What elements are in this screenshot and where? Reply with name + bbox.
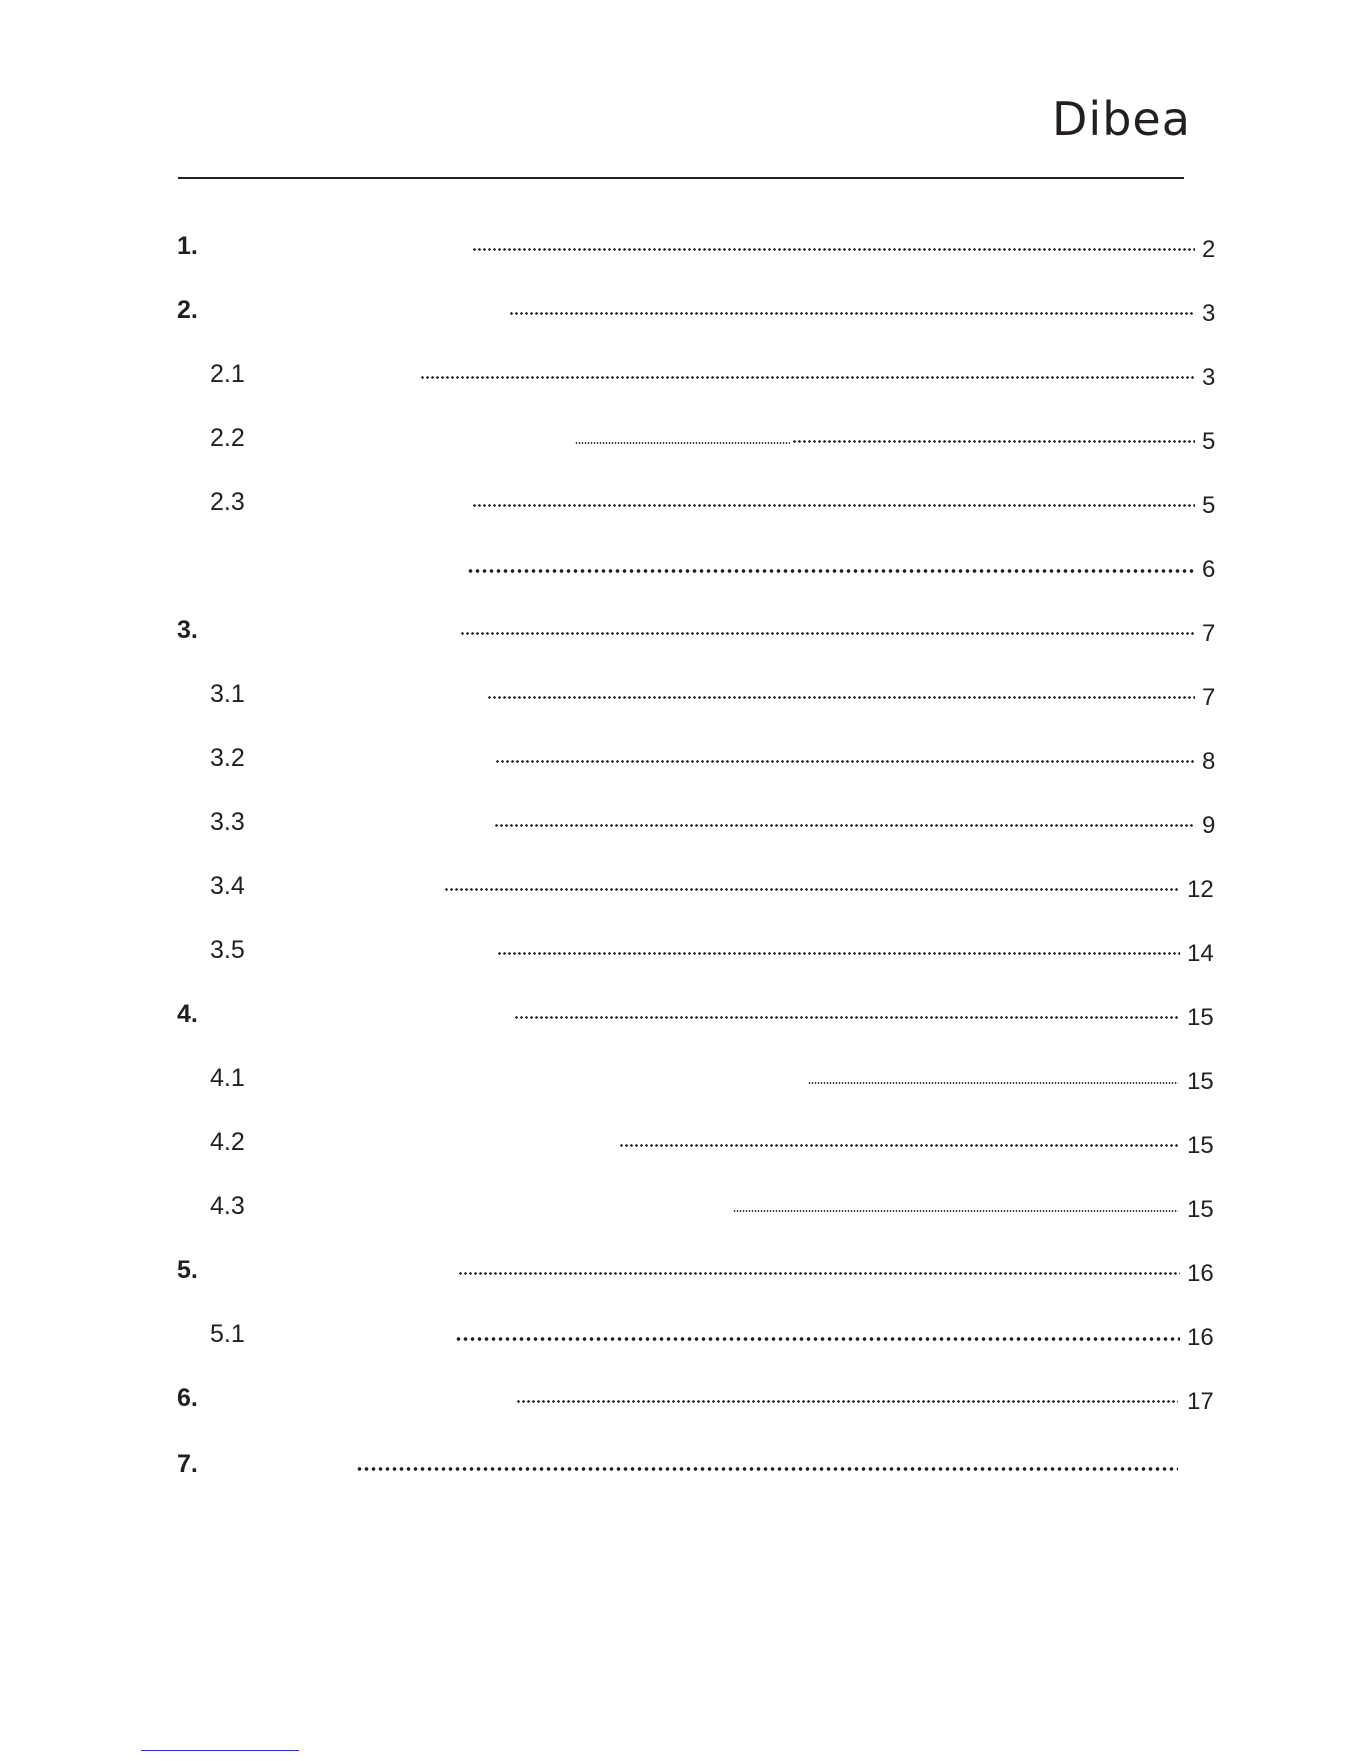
toc-dot-leader: [455, 1337, 1180, 1341]
toc-page-number: 12: [1187, 876, 1214, 903]
toc-entry[interactable]: [0, 802, 1361, 842]
toc-page-number: 3: [1202, 300, 1216, 327]
toc-entry[interactable]: [0, 930, 1361, 970]
toc-entry[interactable]: [0, 482, 1361, 522]
toc-entry[interactable]: [0, 1186, 1361, 1226]
toc-dot-leader: [509, 312, 1195, 315]
toc-entry-number: 4.: [177, 1000, 198, 1028]
toc-dot-leader: [467, 569, 1195, 573]
toc-dot-leader: [808, 1082, 1178, 1084]
toc-entry[interactable]: [0, 994, 1361, 1034]
dibea-logo: Dibea: [1052, 92, 1191, 146]
toc-page-number: 14: [1187, 940, 1214, 967]
toc-entry[interactable]: [0, 610, 1361, 650]
toc-entry-number: 1.: [177, 232, 198, 260]
toc-entry[interactable]: [0, 1444, 1361, 1484]
toc-dot-leader: [472, 504, 1195, 507]
toc-entry[interactable]: [0, 226, 1361, 266]
toc-entry-number: 2.: [177, 296, 198, 324]
toc-dot-leader: [733, 1210, 1178, 1212]
toc-dot-leader: [487, 696, 1195, 699]
toc-page-number: 8: [1202, 748, 1216, 775]
toc-dot-leader: [356, 1467, 1178, 1471]
toc-dot-leader: [514, 1016, 1180, 1019]
footer-link-underline[interactable]: [141, 1750, 299, 1751]
toc-entry[interactable]: [0, 354, 1361, 394]
toc-page-number: 5: [1202, 428, 1216, 455]
toc-dot-leader: [444, 888, 1180, 891]
toc-entry-number: 6.: [177, 1384, 198, 1412]
toc-page-number: 6: [1202, 556, 1216, 583]
toc-entry[interactable]: [0, 674, 1361, 714]
toc-page-number: 15: [1187, 1196, 1214, 1223]
toc-page-number: 15: [1187, 1068, 1214, 1095]
toc-page-number: 16: [1187, 1260, 1214, 1287]
toc-entry[interactable]: [0, 1058, 1361, 1098]
toc-entry-number: 2.3: [210, 488, 245, 516]
toc-dot-leader: [619, 1144, 1178, 1147]
toc-dot-leader: [575, 442, 790, 444]
toc-entry-number: 3.1: [210, 680, 245, 708]
toc-dot-leader: [516, 1400, 1178, 1403]
toc-page-number: 16: [1187, 1324, 1214, 1351]
toc-page-number: 15: [1187, 1132, 1214, 1159]
toc-dot-leader: [497, 952, 1180, 955]
toc-entry[interactable]: [0, 1122, 1361, 1162]
toc-entry-number: 4.2: [210, 1128, 245, 1156]
toc-entry-number: 5.: [177, 1256, 198, 1284]
toc-dot-leader: [494, 824, 1195, 827]
toc-page-number: 5: [1202, 492, 1216, 519]
toc-dot-leader: [495, 760, 1195, 763]
toc-entry-number: 3.: [177, 616, 198, 644]
toc-dot-leader: [458, 1272, 1180, 1275]
toc-entry[interactable]: [0, 418, 1361, 458]
toc-entry[interactable]: [0, 866, 1361, 906]
toc-page-number: 3: [1202, 364, 1216, 391]
toc-entry-number: 3.5: [210, 936, 245, 964]
toc-entry-number: 4.1: [210, 1064, 245, 1092]
toc-page-number: 2: [1202, 236, 1216, 263]
toc-entry-number: 3.2: [210, 744, 245, 772]
toc-dot-leader: [460, 632, 1195, 635]
toc-entry[interactable]: [0, 738, 1361, 778]
toc-entry-number: 5.1: [210, 1320, 245, 1348]
toc-dot-leader: [472, 248, 1195, 251]
toc-entry-number: 4.3: [210, 1192, 245, 1220]
toc-page-number: 17: [1187, 1388, 1214, 1415]
toc-page-number: 7: [1202, 684, 1216, 711]
toc-entry[interactable]: [0, 290, 1361, 330]
toc-entry-number: 2.1: [210, 360, 245, 388]
toc-entry[interactable]: [0, 1250, 1361, 1290]
toc-dot-leader: [420, 376, 1195, 379]
toc-entry[interactable]: [0, 546, 1361, 586]
toc-entry-number: 7.: [177, 1450, 198, 1478]
toc-entry-number: 3.3: [210, 808, 245, 836]
toc-page-number: 15: [1187, 1004, 1214, 1031]
toc-dot-leader: [792, 440, 1195, 443]
toc-entry-number: 2.2: [210, 424, 245, 452]
toc-entry[interactable]: [0, 1314, 1361, 1354]
toc-page-number: 7: [1202, 620, 1216, 647]
toc-entry[interactable]: [0, 1378, 1361, 1418]
toc-page-number: 9: [1202, 812, 1216, 839]
toc-entry-number: 3.4: [210, 872, 245, 900]
